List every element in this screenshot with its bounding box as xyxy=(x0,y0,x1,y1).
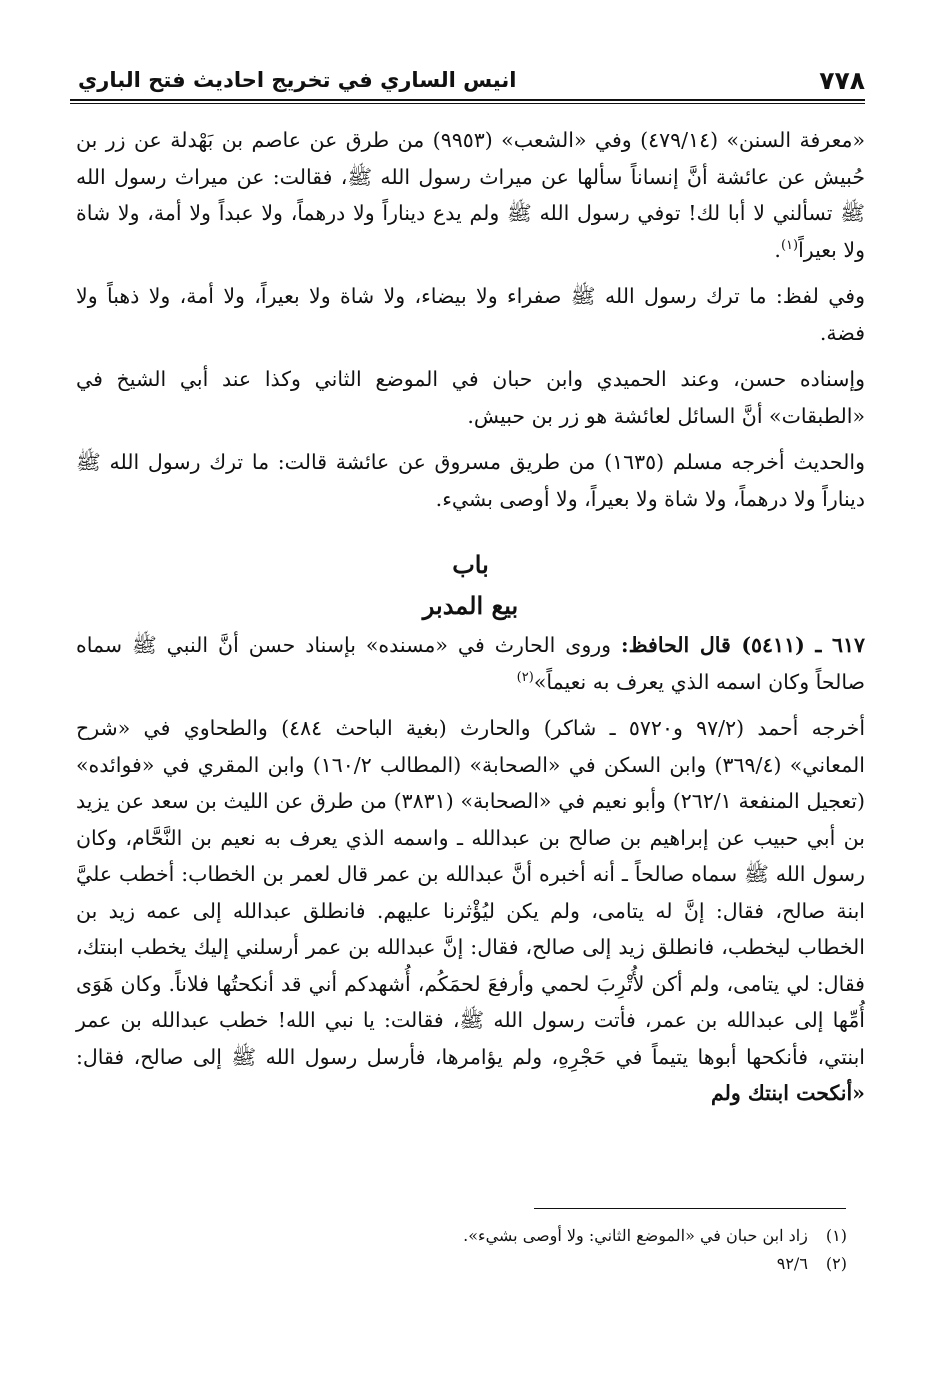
book-title: انيس الساري في تخريج احاديث فتح الباري xyxy=(78,68,517,92)
paragraph-2: وفي لفظ: ما ترك رسول الله ﷺ صفراء ولا بيضاء، ولا شاة ولا بعيراً، ولا أمة، ولا ذهباً ولا فضة. xyxy=(76,284,865,345)
footnote-1 xyxy=(300,1222,847,1250)
takhrij-paragraph xyxy=(76,710,865,1112)
hadith-text: وروى الحارث في «مسنده» بإسناد حسن أنَّ النبي ﷺ سماه صالحاً وكان اسمه الذي يعرف به نعيماً» xyxy=(76,633,865,694)
header-rule xyxy=(70,99,865,104)
footnote-text: زاد ابن حبان في «الموضع الثاني: ولا أوصى بشيء». xyxy=(463,1226,808,1245)
footnotes xyxy=(300,1222,847,1278)
main-text xyxy=(76,122,865,1112)
takhrij-bold-end: «أنكحت ابنتك ولم xyxy=(710,1081,865,1105)
paragraph-4: والحديث أخرجه مسلم (١٦٣٥) من طريق مسروق عن عائشة قالت: ما ترك رسول الله ﷺ ديناراً ولا درهماً، ولا شاة ولا بعيراً، ولا أوصى بشيء. xyxy=(76,450,865,511)
running-header xyxy=(70,62,865,104)
footnote-ref-1[interactable]: (١) xyxy=(780,237,799,253)
takhrij-text: أخرجه أحمد (٩٧/٢ و٥٧٢٠ ـ شاكر) والحارث (بغية الباحث ٤٨٤) والطحاوي في «شرح المعاني» (٣٦٩/٤) وابن السكن في «الصحابة» (المطالب ١٦٠/٢) وابن المقري في «فوائده» (تعجيل المنفعة ٢٦٢/١) وأبو نعيم في «الصحابة» (٣٨٣١) من طرق عن الليث بن سعد عن يزيد بن أبي حبيب عن إبراهيم بن صالح بن عبدالله ـ واسمه الذي يعرف به نعيم بن النَّحَّام، وكان رسول الله ﷺ سماه صالحاً ـ أنه أخبره أنَّ عبدالله بن عمر قال لعمر بن الخطاب: أخطب عليَّ ابنة صالح، فقال: إنَّ له يتامى، ولم يكن ليُؤْثرنا عليهم. فانطلق عبدالله إلى عمه زيد بن الخطاب ليخطب، فانطلق زيد إلى صالح، فقال: إنَّ عبدالله بن عمر أرسلني إليك يخطب ابنتك، فقال: لي يتامى، ولم أكن لأُتْرِبَ لحمي وأرفعَ لحمَكُم، أُشهدكم أني قد أنكحتُها فلاناً. وكان هَوَى أُمِّها إلى عبدالله بن عمر، فأتت رسول الله ﷺ، فقالت: يا نبي الله! خطب عبدالله بن عمر ابنتي، فأنكحها أبوها يتيماً في حَجْرِهِ، ولم يؤامرها، فأرسل رسول الله ﷺ إلى صالح، فقال: xyxy=(76,716,866,1069)
paragraph-1 xyxy=(76,122,865,268)
paragraph-1-text: «معرفة السنن» (٤٧٩/١٤) وفي «الشعب» (٩٩٥٣) من طرق عن عاصم بن بَهْدلة عن زر بن حُبيش عن عائشة أنَّ إنساناً سألها عن ميراث رسول الله ﷺ، فقالت: عن ميراث رسول الله ﷺ تسألني لا أبا لك! توفي رسول الله ﷺ ولم يدع ديناراً ولا درهماً، ولا عبداً ولا أمة، ولا شاة ولا بعيراً xyxy=(76,128,866,262)
hadith-number: ٦١٧ ـ (٥٤١١) قال الحافظ: xyxy=(621,633,865,657)
footnote-text: ٩٢/٦ xyxy=(776,1254,808,1273)
hadith-paragraph xyxy=(76,627,865,700)
bab-heading: باب xyxy=(452,550,489,579)
section-title: بيع المدبر xyxy=(422,591,519,620)
footnote-number: (٢) xyxy=(825,1254,847,1273)
footnote-ref-2[interactable]: (٢) xyxy=(516,669,534,685)
paragraph-3: وإسناده حسن، وعند الحميدي وابن حبان في الموضع الثاني وكذا عند أبي الشيخ في «الطبقات» أنَّ السائل لعائشة هو زر بن حبيش. xyxy=(76,367,865,428)
footnote-number: (١) xyxy=(825,1226,847,1245)
page-number: ٧٧٨ xyxy=(819,66,865,95)
footnote-rule xyxy=(534,1208,846,1209)
footnote-2 xyxy=(300,1250,847,1278)
paragraph-1-end: . xyxy=(774,237,781,262)
